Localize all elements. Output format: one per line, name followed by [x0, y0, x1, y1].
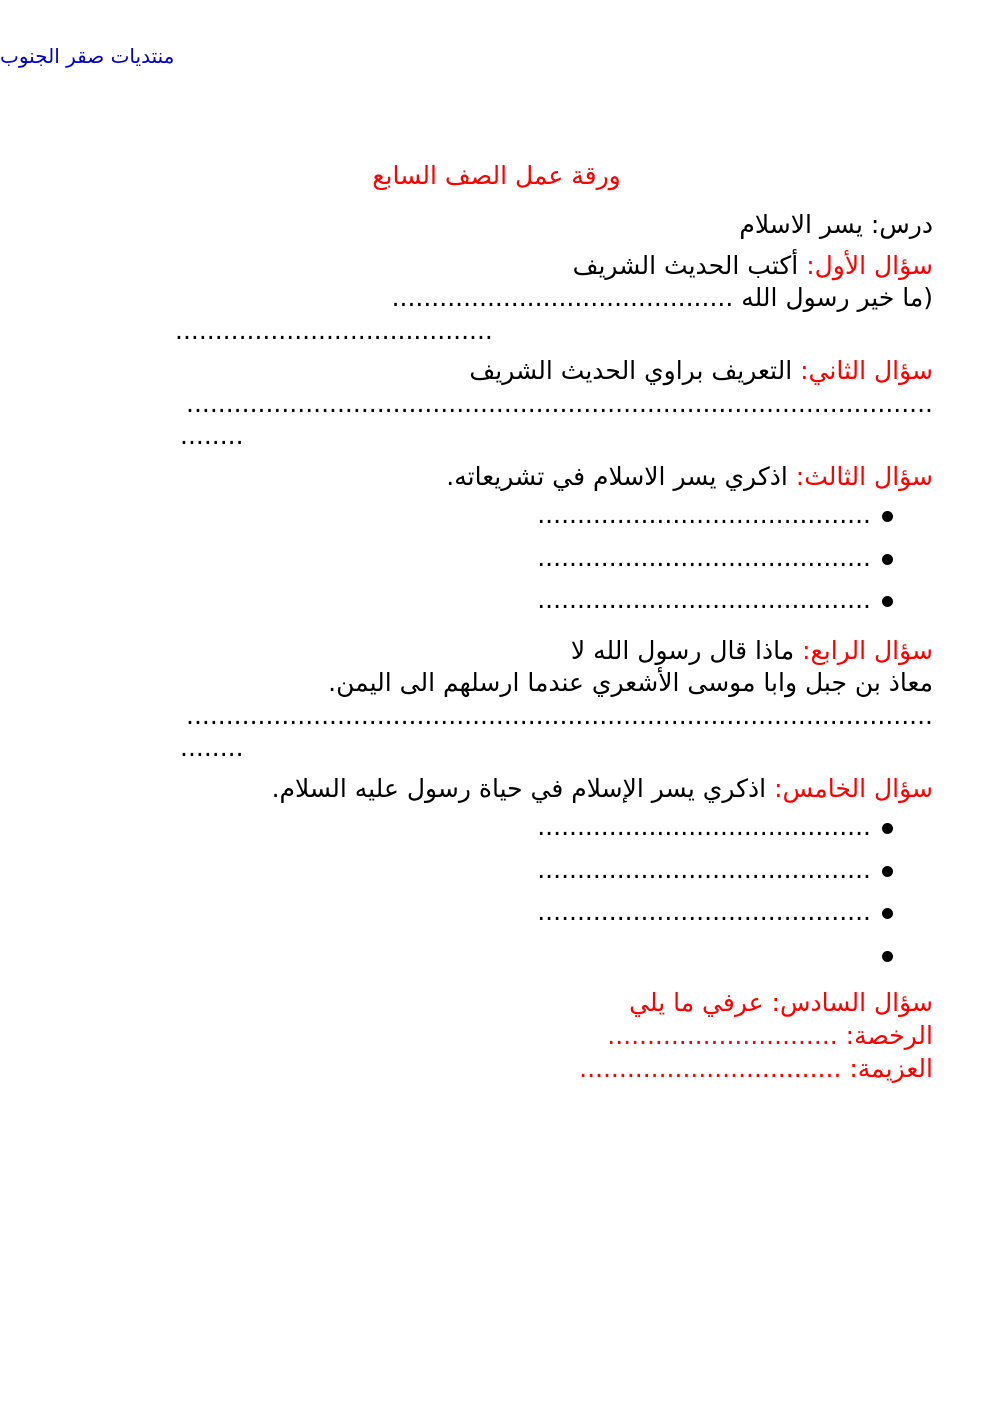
question-3-body: اذكري يسر الاسلام في تشريعاته.: [446, 461, 788, 491]
spacer: [60, 347, 933, 355]
spacer: [60, 979, 933, 987]
question-1-quote: (ما خير رسول الله: [741, 283, 933, 313]
question-5-heading: [60, 773, 933, 806]
answer-dots[interactable]: ........................................: [175, 315, 493, 345]
list-item: [60, 854, 933, 887]
spacer: [60, 765, 933, 773]
question-6-heading: [60, 987, 933, 1020]
list-item: [60, 811, 933, 844]
question-4-heading: [60, 635, 933, 668]
answer-dots[interactable]: ...........................................: [391, 283, 734, 313]
answer-dots[interactable]: ..........................................: [537, 542, 871, 572]
spacer: [60, 242, 933, 250]
answer-dots[interactable]: ..........................................: [537, 854, 871, 884]
spacer: [60, 453, 933, 461]
question-6-body: عرفي ما يلي: [629, 987, 764, 1017]
answer-dots[interactable]: ..............................................................................................: [186, 388, 933, 418]
question-5-answer-list: [60, 811, 933, 969]
answer-dots[interactable]: ..........................................: [537, 500, 871, 530]
page-title: ورقة عمل الصف السابع: [372, 161, 621, 190]
answer-dots[interactable]: ........: [180, 421, 244, 451]
question-4-body-line1: ماذا قال رسول الله لا: [570, 635, 795, 665]
lesson-line: درس: يسر الاسلام: [739, 210, 933, 240]
forum-watermark-text: منتديات صقر الجنوب: [0, 44, 175, 68]
question-1-body: أكتب الحديث الشريف: [572, 250, 799, 280]
question-6-label: سؤال السادس:: [771, 987, 933, 1017]
answer-dots[interactable]: ..........................................: [537, 812, 871, 842]
question-4-label: سؤال الرابع:: [802, 635, 933, 665]
answer-dots[interactable]: ..........................................: [537, 585, 871, 615]
question-2-body: التعريف براوي الحديث الشريف: [469, 356, 793, 386]
list-item: [60, 939, 933, 969]
list-item: [60, 499, 933, 532]
question-6-term-1: الرخصة:: [845, 1021, 933, 1051]
question-6-term-2: العزيمة:: [849, 1054, 933, 1084]
answer-dots[interactable]: .............................: [607, 1021, 838, 1051]
question-2-heading: [60, 355, 933, 388]
question-3-heading: [60, 461, 933, 494]
question-3-label: سؤال الثالث:: [795, 461, 933, 491]
answer-dots[interactable]: ..............................................................................................: [186, 700, 933, 730]
spacer: [60, 627, 933, 635]
list-item: [60, 896, 933, 929]
question-2-label: سؤال الثاني:: [800, 356, 933, 386]
question-6-item-1: [60, 1019, 933, 1052]
question-5-body: اذكري يسر الإسلام في حياة رسول عليه السلام.: [271, 773, 767, 803]
question-4-body-line2: معاذ بن جبل وابا موسى الأشعري عندما ارسلهم الى اليمن.: [328, 668, 933, 698]
question-1-quote-row: [60, 282, 933, 315]
list-item: [60, 584, 933, 617]
answer-dots[interactable]: ..........................................: [537, 897, 871, 927]
question-5-label: سؤال الخامس:: [774, 773, 933, 803]
question-6-item-2: [60, 1052, 933, 1085]
worksheet-body: [60, 160, 933, 1085]
question-1-label: سؤال الأول:: [806, 250, 933, 280]
answer-dots[interactable]: .................................: [579, 1054, 842, 1084]
forum-watermark: [0, 44, 271, 68]
answer-dots[interactable]: ........: [180, 733, 244, 763]
question-3-answer-list: [60, 499, 933, 617]
question-1-heading: [60, 250, 933, 283]
list-item: [60, 542, 933, 575]
